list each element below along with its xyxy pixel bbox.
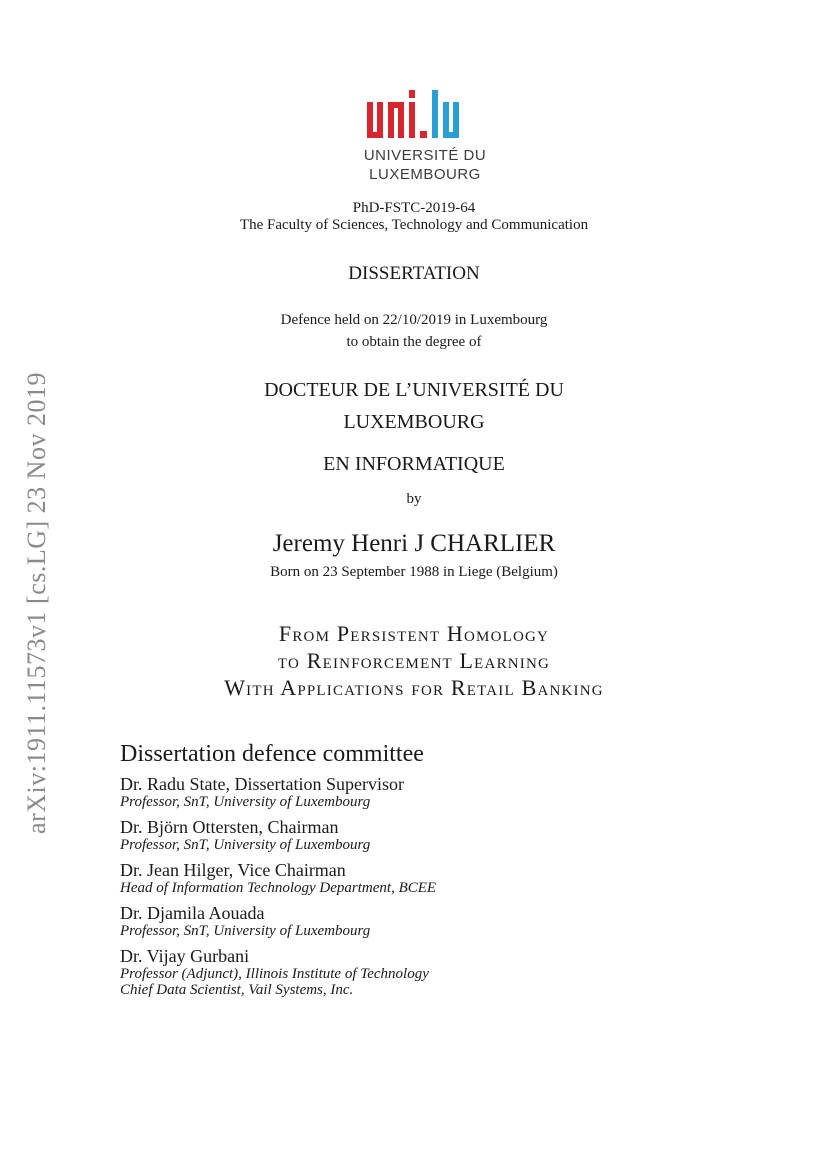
committee-member: [120, 903, 640, 939]
committee-member: [120, 946, 640, 998]
member-name: Dr. Djamila Aouada: [120, 903, 265, 923]
university-name-line1: UNIVERSITÉ DU: [363, 147, 487, 164]
member-name: Dr. Vijay Gurbani: [120, 946, 250, 966]
member-role: Professor, SnT, University of Luxembourg: [120, 794, 371, 810]
university-logo: [360, 88, 490, 188]
member-name: Dr. Jean Hilger, Vice Chairman: [120, 860, 346, 880]
author-birth: Born on 23 September 1988 in Liege (Belgium): [270, 564, 558, 580]
degree-line1: DOCTEUR DE L’UNIVERSITÉ DU: [264, 379, 564, 401]
committee-member: [120, 860, 640, 896]
university-name: [360, 146, 490, 184]
faculty-name: The Faculty of Sciences, Technology and Communication: [239, 217, 589, 233]
document-type: DISSERTATION: [348, 263, 480, 284]
member-role: Professor, SnT, University of Luxembourg: [120, 923, 371, 939]
university-name-line2: LUXEMBOURG: [369, 166, 481, 183]
uni-lu-logo-mark: [365, 88, 485, 140]
thesis-title-line1: From Persistent Homology: [278, 621, 550, 646]
thesis-title-line3: With Applications for Retail Banking: [224, 675, 604, 700]
thesis-title-line2: to Reinforcement Learning: [277, 648, 551, 673]
member-role: Professor, SnT, University of Luxembourg: [120, 837, 371, 853]
arxiv-stamp: arXiv:1911.11573v1 [cs.LG] 23 Nov 2019: [22, 372, 51, 834]
degree-purpose: to obtain the degree of: [346, 334, 482, 350]
member-name: Dr. Radu State, Dissertation Supervisor: [120, 774, 404, 794]
committee-member: [120, 774, 640, 810]
by-label: by: [406, 491, 422, 507]
defence-info: Defence held on 22/10/2019 in Luxembourg: [280, 312, 548, 328]
degree-field: EN INFORMATIQUE: [323, 453, 505, 475]
committee-member: [120, 817, 640, 853]
committee-heading: Dissertation defence committee: [120, 741, 424, 767]
member-role: Head of Information Technology Department, BCEE: [120, 880, 437, 896]
committee-section: [120, 740, 640, 1005]
member-role: Professor (Adjunct), Illinois Institute of Technology: [120, 966, 429, 982]
member-name: Dr. Björn Ottersten, Chairman: [120, 817, 339, 837]
degree-line2: LUXEMBOURG: [343, 411, 485, 433]
dissertation-code: PhD-FSTC-2019-64: [352, 200, 476, 216]
author-name: Jeremy Henri J CHARLIER: [272, 530, 556, 557]
member-role: Chief Data Scientist, Vail Systems, Inc.: [120, 982, 354, 998]
